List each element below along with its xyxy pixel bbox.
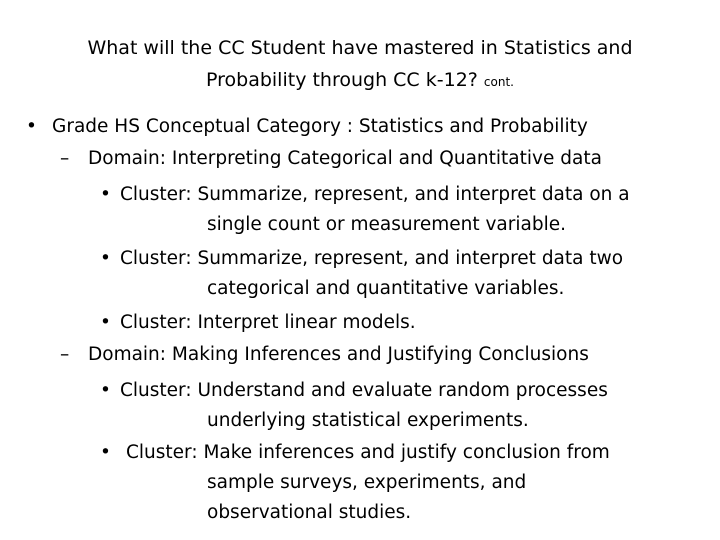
cluster-line-continued: single count or measurement variable. bbox=[207, 214, 566, 235]
title-line-2: Probability through CC k-12? bbox=[206, 69, 478, 91]
bullet-marker: • bbox=[100, 248, 111, 269]
bullet-marker: • bbox=[100, 312, 111, 333]
cluster-line-continued: observational studies. bbox=[207, 502, 412, 523]
dash-marker: – bbox=[60, 148, 70, 169]
cluster-line-continued: underlying statistical experiments. bbox=[207, 410, 529, 431]
cluster-line: Cluster: Summarize, represent, and interpret data on a bbox=[120, 184, 630, 205]
cluster-line: Cluster: Make inferences and justify conclusion from bbox=[126, 442, 610, 463]
cluster-line: Cluster: Understand and evaluate random processes bbox=[120, 380, 608, 401]
category-heading: Grade HS Conceptual Category : Statistics and Probability bbox=[52, 116, 588, 137]
dash-marker: – bbox=[60, 344, 70, 365]
domain-label: Domain: Interpreting Categorical and Quantitative data bbox=[88, 148, 602, 169]
bullet-marker: • bbox=[26, 116, 37, 137]
domain-label: Domain: Making Inferences and Justifying Conclusions bbox=[88, 344, 589, 365]
slide-title bbox=[40, 32, 680, 98]
title-cont-suffix: cont. bbox=[483, 75, 514, 89]
bullet-marker: • bbox=[100, 442, 111, 463]
bullet-marker: • bbox=[100, 380, 111, 401]
cluster-line-continued: sample surveys, experiments, and bbox=[207, 472, 527, 493]
cluster-line-continued: categorical and quantitative variables. bbox=[207, 278, 565, 299]
cluster-line: Cluster: Summarize, represent, and interpret data two bbox=[120, 248, 624, 269]
bullet-marker: • bbox=[100, 184, 111, 205]
title-line-1: What will the CC Student have mastered in Statistics and bbox=[87, 37, 633, 59]
cluster-line: Cluster: Interpret linear models. bbox=[120, 312, 416, 333]
